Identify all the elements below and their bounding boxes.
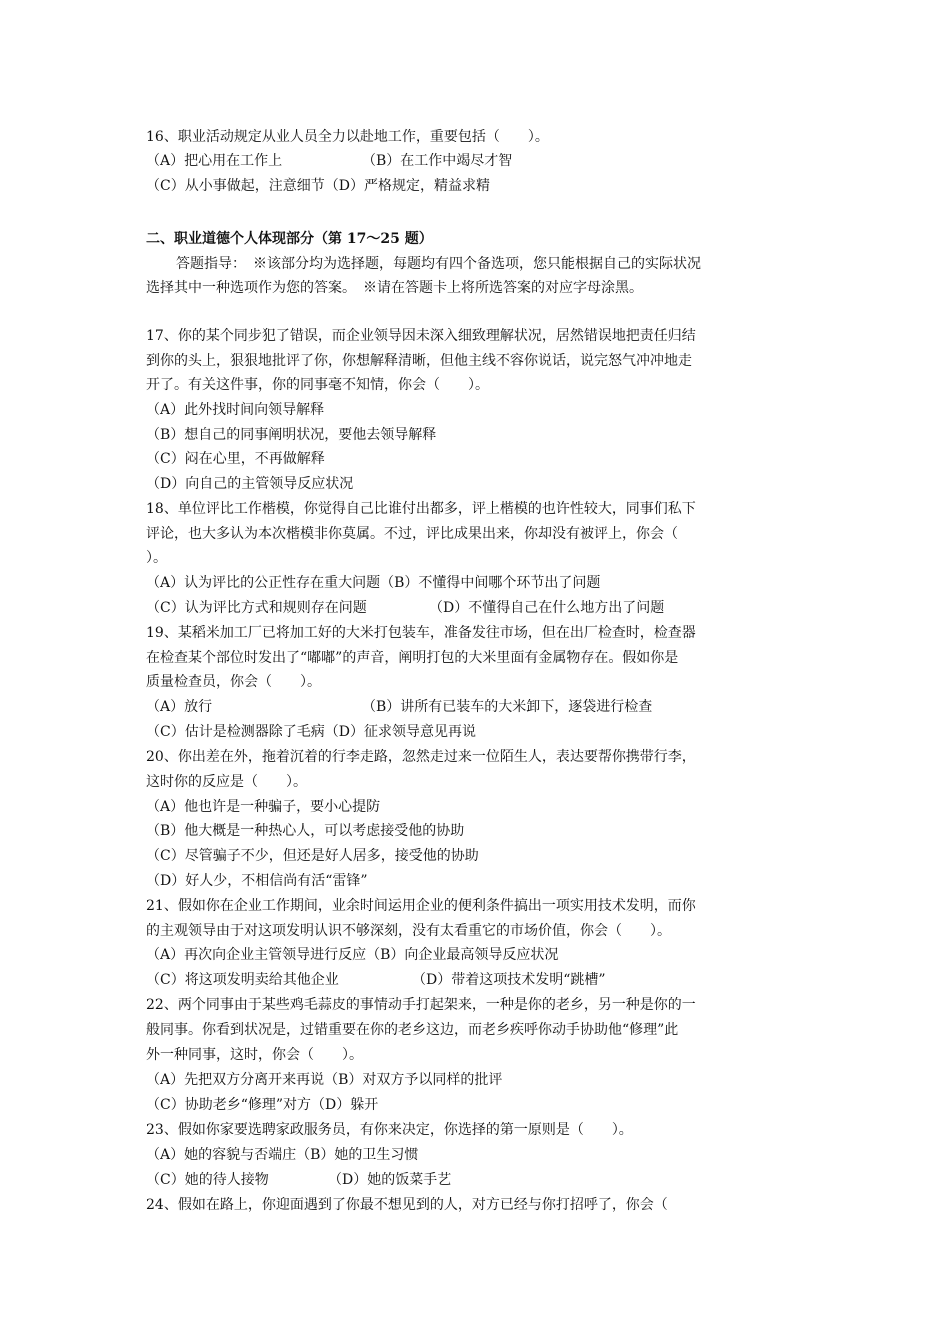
q20-option-a: （A）他也许是一种骗子，要小心提防	[146, 799, 381, 815]
question-21-stem-1: 21、假如你在企业工作期间，业余时间运用企业的便利条件搞出一项实用技术发明，而你	[146, 898, 696, 914]
q18-option-d: （D）不懂得自己在什么地方出了问题	[429, 600, 665, 616]
q20-option-b: （B）他大概是一种热心人，可以考虑接受他的协助	[146, 823, 465, 839]
section-2-guide-line-2: 选择其中一种选项作为您的答案。 ※请在答题卡上将所选答案的对应字母涂黑。	[146, 280, 643, 296]
question-22-stem-3: 外一种同事，这时，你会（ ）。	[146, 1047, 363, 1063]
question-22-options-ab	[146, 1068, 806, 1093]
question-17-stem-3: 开了。有关这件事，你的同事毫不知情，你会（ ）。	[146, 377, 489, 393]
q19-option-b: （B）讲所有已装车的大米卸下，逐袋进行检查	[362, 699, 653, 715]
q16-option-a: （A）把心用在工作上	[146, 153, 283, 169]
question-24-stem-1: 24、假如在路上，你迎面遇到了你最不想见到的人，对方已经与你打招呼了，你会（	[146, 1197, 668, 1213]
question-20-stem-2: 这时你的反应是（ ）。	[146, 774, 307, 790]
question-19-stem-1: 19、某稻米加工厂已将加工好的大米打包装车，准备发往市场，但在出厂检查时，检查器	[146, 625, 696, 641]
q21-option-c: （C）将这项发明卖给其他企业	[146, 972, 339, 988]
q17-option-d: （D）向自己的主管领导反应状况	[146, 476, 354, 492]
q23-option-a: （A）她的容貌与否端庄	[146, 1147, 297, 1163]
q20-option-c: （C）尽管骗子不少，但还是好人居多，接受他的协助	[146, 848, 479, 864]
question-18-stem-2: 评论，也大多认为本次楷模非你莫属。不过，评比成果出来，你却没有被评上，你会（	[146, 526, 678, 542]
question-19-options-cd	[146, 720, 806, 745]
question-20-stem-1: 20、你出差在外，拖着沉着的行李走路，忽然走过来一位陌生人，表达要帮你携带行李，	[146, 749, 696, 765]
q18-option-a: （A）认为评比的公正性存在重大问题	[146, 575, 381, 591]
question-22-stem-2: 般同事。你看到状况是，过错重要在你的老乡这边，而老乡疾呼你动手协助他“修理”此	[146, 1022, 679, 1038]
question-23-stem-1: 23、假如你家要选聘家政服务员，有你来决定，你选择的第一原则是（ ）。	[146, 1122, 633, 1138]
question-18-options-ab	[146, 571, 806, 596]
question-18-stem-3: ）。	[146, 550, 167, 566]
q16-option-d: （D）严格规定，精益求精	[324, 178, 490, 194]
question-23-options-ab	[146, 1143, 806, 1168]
q22-option-d: （D）躲开	[311, 1097, 379, 1113]
q19-option-c: （C）估计是检测器除了毛病	[146, 724, 325, 740]
q16-option-b: （B）在工作中竭尽才智	[362, 153, 513, 169]
q22-option-a: （A）先把双方分离开来再说	[146, 1072, 325, 1088]
q20-option-d: （D）好人少，不相信尚有活“雷锋”	[146, 873, 368, 889]
q22-option-b: （B）对双方予以同样的批评	[324, 1072, 503, 1088]
q16-option-c: （C）从小事做起，注意细节	[146, 178, 325, 194]
q23-option-b: （B）她的卫生习惯	[296, 1147, 419, 1163]
q21-option-a: （A）再次向企业主管领导进行反应	[146, 947, 367, 963]
question-21-stem-2: 的主观领导由于对这项发明认识不够深刻，没有太看重它的市场价值，你会（ ）。	[146, 923, 671, 939]
question-21-options-ab	[146, 943, 806, 968]
q18-option-b: （B）不懂得中间哪个环节出了问题	[380, 575, 601, 591]
question-17-stem-2: 到你的头上，狠狠地批评了你，你想解释清晰，但他主线不容你说话，说完怒气冲冲地走	[146, 353, 692, 369]
question-18-options-cd	[146, 596, 806, 621]
q18-option-c: （C）认为评比方式和规则存在问题	[146, 600, 367, 616]
q23-option-d: （D）她的饭菜手艺	[328, 1172, 452, 1188]
question-17-stem-1: 17、你的某个同步犯了错误，而企业领导因未深入细致理解状况，居然错误地把责任归结	[146, 328, 696, 344]
question-18-stem-1: 18、单位评比工作楷模，你觉得自己比谁付出都多，评上楷模的也许性较大，同事们私下	[146, 501, 696, 517]
q21-option-d: （D）带着这项技术发明“跳槽”	[412, 972, 606, 988]
section-2-guide-line-1: 答题指导： ※该部分均为选择题，每题均有四个备选项，您只能根据自己的实际状况	[176, 256, 701, 272]
question-16-stem: 16、职业活动规定从业人员全力以赴地工作，重要包括（ ）。	[146, 129, 549, 145]
q17-option-a: （A）此外找时间向领导解释	[146, 402, 325, 418]
q19-option-a: （A）放行	[146, 699, 213, 715]
question-22-stem-1: 22、两个同事由于某些鸡毛蒜皮的事情动手打起架来，一种是你的老乡，另一种是你的一	[146, 997, 696, 1013]
q17-option-c: （C）闷在心里，不再做解释	[146, 451, 325, 467]
q19-option-d: （D）征求领导意见再说	[324, 724, 476, 740]
q21-option-b: （B）向企业最高领导反应状况	[366, 947, 559, 963]
question-22-options-cd	[146, 1093, 806, 1118]
question-16-options-ab	[146, 149, 806, 174]
q23-option-c: （C）她的待人接物	[146, 1172, 269, 1188]
question-16-options-cd	[146, 174, 806, 199]
question-19-stem-2: 在检查某个部位时发出了“嘟嘟”的声音，阐明打包的大米里面有金属物存在。假如你是	[146, 650, 679, 666]
question-19-options-ab	[146, 695, 806, 720]
q22-option-c: （C）协助老乡“修理”对方	[146, 1097, 312, 1113]
q17-option-b: （B）想自己的同事阐明状况，要他去领导解释	[146, 427, 437, 443]
section-2-title: 二、职业道德个人体现部分（第 17～25 题）	[146, 231, 433, 247]
question-23-options-cd	[146, 1168, 806, 1193]
question-21-options-cd	[146, 968, 806, 993]
question-19-stem-3: 质量检查员，你会（ ）。	[146, 674, 321, 690]
